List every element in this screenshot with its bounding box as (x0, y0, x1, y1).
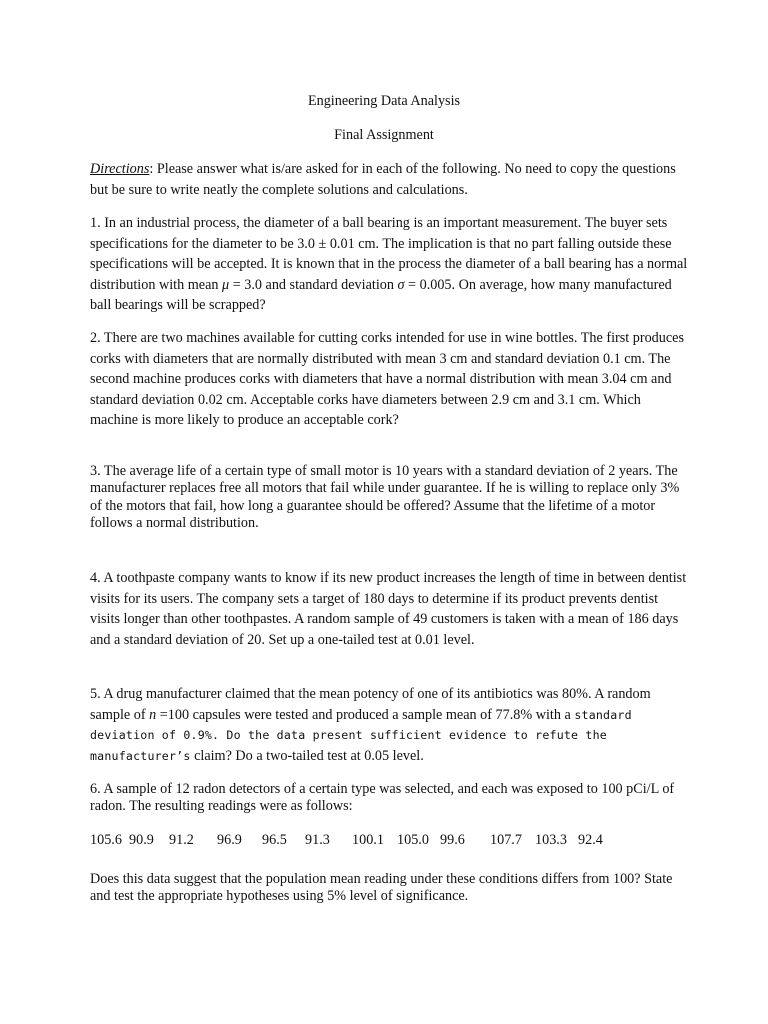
reading-value: 99.6 (440, 832, 465, 848)
n-symbol: n (149, 706, 157, 723)
reading-value: 91.2 (169, 832, 194, 848)
question-3: 3. The average life of a certain type of small motor is 10 years with a standard deviation of 2 years. The manufacturer replaces free all motors that fail while under guarantee. If he is willing to replace only 3% of the motors that fail, how long a guarantee should be offered? Assume that the lifetime of a motor follows a normal distribution. (90, 463, 680, 532)
directions-paragraph (90, 159, 690, 200)
course-title: Engineering Data Analysis (307, 93, 461, 109)
reading-value: 105.0 (397, 832, 429, 848)
question-1-text-a: 1. In an industrial process, the diameter of a ball bearing is an important measurement. The buyer sets specifications for the diameter to be 3.0 ± 0.01 cm. The implication is that no part falling outside these specifications will be accepted. It is known that in the process the diameter of a ball bearing has a normal distribution with mean (90, 215, 688, 293)
question-1-text-c: = 0.005. On average, how many manufactured ball bearings will be scrapped? (90, 276, 672, 314)
question-5-text-b: =100 capsules were tested and produced a sample mean of 77.8% with a (156, 706, 575, 723)
reading-value: 107.7 (490, 832, 522, 848)
reading-value: 103.3 (535, 832, 567, 848)
question-5-mono-text: standard deviation of 0.9%. Do the data present sufficient evidence to refute the manufacturer’s (90, 707, 632, 763)
question-5-text-c: claim? Do a two-tailed test at 0.05 level. (190, 747, 424, 764)
reading-value: 100.1 (352, 832, 384, 848)
reading-value: 96.5 (262, 832, 287, 848)
reading-value: 96.9 (217, 832, 242, 848)
question-1-text-b: = 3.0 and standard deviation (229, 276, 398, 293)
directions-label: Directions (90, 161, 150, 177)
reading-value: 90.9 (129, 832, 154, 848)
question-6-intro: 6. A sample of 12 radon detectors of a certain type was selected, and each was exposed to 100 pCi/L of radon. The resulting readings were as follows: (90, 781, 675, 815)
question-1 (90, 213, 690, 316)
question-6-question: Does this data suggest that the population mean reading under these conditions differs from 100? State and test the appropriate hypotheses using 5% level of significance. (90, 871, 673, 905)
question-5-text-a: 5. A drug manufacturer claimed that the mean potency of one of its antibiotics was 80%. A random sample of (90, 686, 651, 723)
reading-value: 91.3 (305, 832, 330, 848)
radon-readings (90, 832, 690, 849)
reading-value: 92.4 (578, 832, 603, 848)
mu-symbol: μ (222, 276, 230, 293)
directions-text: : Please answer what is/are asked for in each of the following. No need to copy the questions but be sure to write neatly the complete solutions and calculations. (90, 161, 676, 198)
sigma-symbol: σ (397, 276, 405, 293)
reading-value: 105.6 (90, 832, 122, 848)
question-5 (90, 684, 690, 766)
question-4: 4. A toothpaste company wants to know if its new product increases the length of time in between dentist visits for its users. The company sets a target of 180 days to determine if its product prevents dentist visits longer than other toothpastes. A random sample of 49 customers is taken with a mean of 186 days and a standard deviation of 20. Set up a one-tailed test at 0.01 level. (90, 570, 687, 648)
assignment-title: Final Assignment (334, 127, 434, 143)
question-2: 2. There are two machines available for cutting corks intended for use in wine bottles. The first produces corks with diameters that are normally distributed with mean 3 cm and standard deviation 0.1 cm. The second machine produces corks with diameters that have a normal distribution with mean 3.04 cm and standard deviation 0.02 cm. Acceptable corks have diameters between 2.9 cm and 3.1 cm. Which machine is more likely to produce an acceptable cork? (90, 330, 684, 429)
